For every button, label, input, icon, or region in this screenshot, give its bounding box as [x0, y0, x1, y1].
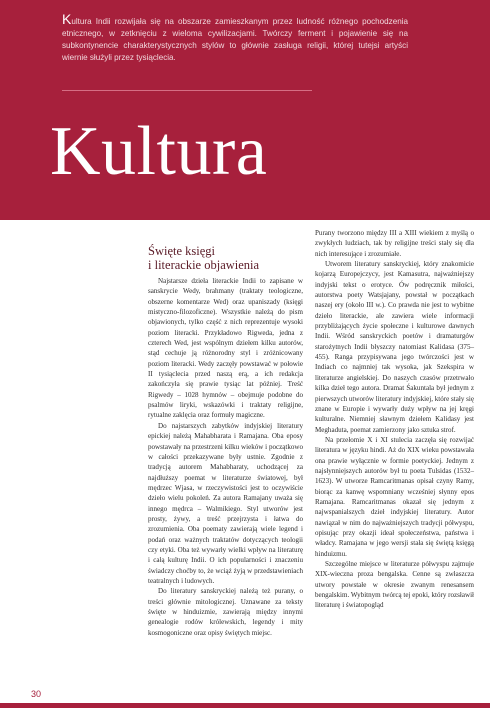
- paragraph: Najstarsze dzieła literackie Indii to zapisane w sanskrycie Wedy, brahmany (traktaty teologiczne, obszerne komentarze Wed) oraz upaniszady (księgi mistyczno-filozoficzne). Wszystkie należą do pism objawionych, tylko część z nich reprezentuje wysoki poziom literacki. Przykładowo Rigweda, jedna z czterech Wed, jest wspólnym dziełem kilku autorów, stąd cechuje ją różnorodny styl i zróżnicowany poziom literacki. Wedy zaczęły powstawać w połowie II tysiąclecia przed naszą erą, a ich redakcja zakończyła się prawie tysiąc lat później. Treść Rigwedy – 1028 hymnów – obejmuje podobne do psalmów liryki, wskazówki i traktaty religijne, rytualne zaklęcia oraz formuły magiczne.: [148, 277, 303, 420]
- paragraph: Purany tworzono między III a XIII wiekiem z myślą o zwykłych ludziach, tak by religijne treści stały się dla nich interesujące i zrozumiałe.: [315, 229, 474, 258]
- paragraph: Szczególne miejsce w literaturze półwyspu zajmuje XIX-wieczna proza bengalska. Cenne są zwłaszcza utwory powstałe w okresie zwanym renesansem bengalskim. Wybitnym twórcą tej epoki, który rozsławił literaturę i światopogląd: [315, 560, 474, 610]
- paragraph: Utworem literatury sanskryckiej, który znakomicie kojarzą Europejczycy, jest Kamasutra, najważniejszy indyjski tekst o erotyce. Ów podręcznik miłości, autorstwa poety Watsjajany, powstał w początkach naszej ery (około III w.). Co prawda nie jest to wybitne dzieło literackie, ale zawiera wiele informacji przybliżających życie społeczne i kulturowe dawnych Indii. Wśród sanskryckich poetów i dramaturgów starożytnych Indii błyszczy natomiast Kalidasa (375–455). Ranga przypisywana jego twórczości jest w Indiach co najmniej tak wysoka, jak Szekspira w literaturze angielskiej. Do naszych czasów przetrwało kilka dzieł tego autora. Dramat Śakuntala był jednym z pierwszych utworów literatury indyjskiej, które stały się znane w Europie i wywarły duży wpływ na jej kręgi kulturalne. Niemniej sławnym dziełem Kalidasy jest Meghaduta, poemat zamierzony jako sztuka strof.: [315, 260, 474, 434]
- chapter-title: Kultura: [50, 113, 268, 190]
- paragraph: Do najstarszych zabytków indyjskiej literatury epickiej należą Mahabharata i Ramajana. Oba eposy powstawały na przestrzeni kilku wieków i początkowo w całości przekazywane były ustnie. Zgodnie z tradycją autorem Mahabharaty, uchodzącej za najdłuższy poemat w literaturze światowej, był mędrzec Wjasa, w rzeczywistości jest to oczywiście dzieło wielu pokoleń. Za autora Ramajany uważa się innego mędrca – Walmikiego. Styl utworów jest prosty, żywy, a treść przejrzysta i łatwa do zrozumienia. Oba poematy zawierają wiele legend i podań oraz ważnych traktatów dotyczących teologii czy etyki. Oba też wywarły wielki wpływ na literaturę i całą kulturę Indii. O ich popularności i znaczeniu świadczy choćby to, że wciąż żyją w przedstawieniach teatralnych i ludowych.: [148, 421, 303, 585]
- text-column-left: [148, 245, 303, 638]
- page-number: 30: [31, 689, 42, 699]
- section-heading-line-1: Święte księgi: [148, 244, 216, 258]
- drop-cap: K: [62, 11, 72, 27]
- header-band: [0, 0, 490, 220]
- section-heading-line-2: i literackie objawienia: [148, 257, 260, 272]
- intro-divider: [62, 90, 312, 91]
- intro-text: ultura Indii rozwijała się na obszarze zamieszkanym przez ludność różnego pochodzenia etnicznego, w zetknięciu z wieloma cywilizacjami. Twórczy ferment i pojawienie się na subkontynencie charakterystycznych stylów to głównie zasługa religii, której tutejsi artyści wiernie służyli przez tysiąclecia.: [62, 17, 408, 62]
- paragraph: Do literatury sanskryckiej należą też purany, o treści głównie mitologicznej. Uznawane za teksty święte w hinduizmie, zawierają między innymi genealogie rodów królewskich, legendy i mity kosmogoniczne oraz opisy świętych miejsc.: [148, 587, 303, 637]
- paragraph: Na przełomie X i XI stulecia zaczęła się rozwijać literatura w języku hindi. Aż do XIX wieku powstawała ona prawie wyłącznie w formie poetyckiej. Jednym z najsłynniejszych autorów był tu poeta Tulsidas (1532–1623). W utworze Ramcaritmanas opisał czyny Ramy, biorąc za kanwę wspomniany wcześniej słynny epos Ramajana. Ramcaritmanas okazał się jednym z najwspanialszych dzieł indyjskiej literatury. Autor nawiązał w nim do najważniejszych tradycji półwyspu, opisując przy okazji ideał społeczeństwa, państwa i władcy. Ramajana w jego wersji stała się świętą księgą hinduizmu.: [315, 435, 474, 558]
- text-column-right: [315, 228, 474, 611]
- section-heading: [148, 245, 303, 272]
- footer-bar: [0, 703, 490, 708]
- intro-paragraph: [62, 11, 408, 64]
